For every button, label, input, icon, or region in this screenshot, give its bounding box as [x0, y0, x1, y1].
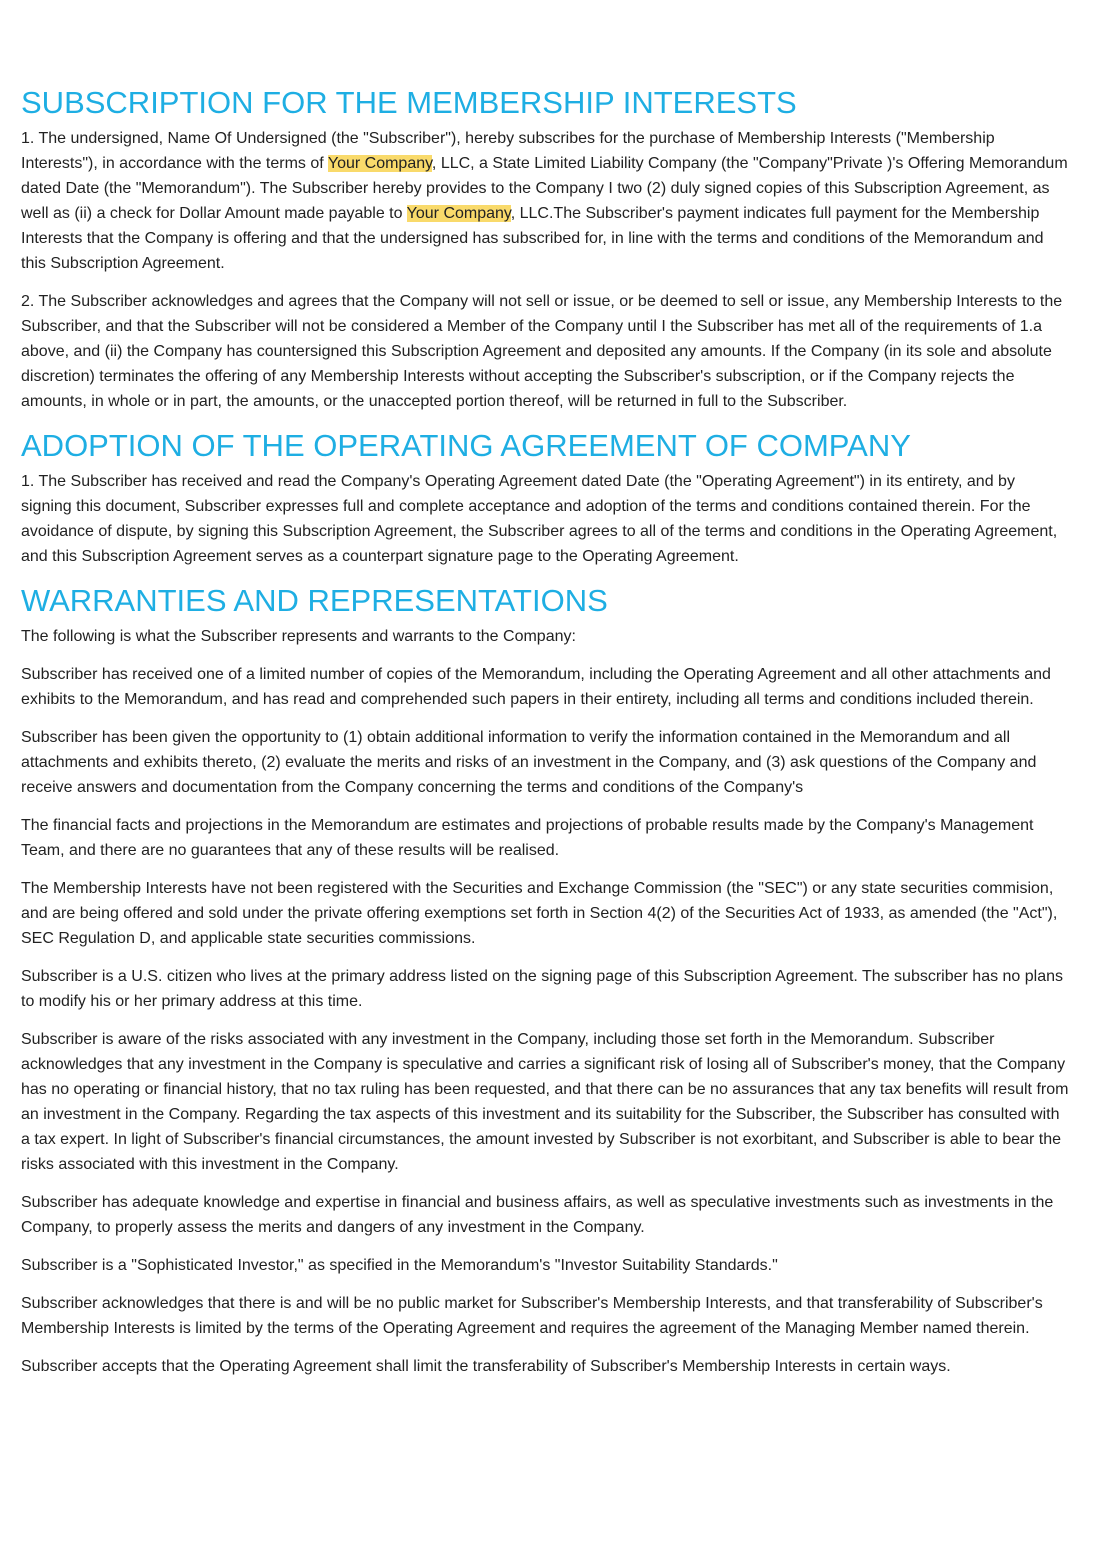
paragraph-text: , LLC, a State Limited Liability Company (the "Company"Private )'s Offering Memorandum dated Date (the "Memorandum"). The Subscriber hereby provides to the Company I two (2) duly signed copies of this Subscription Agreement, as well as (ii) a check for Dollar Amount made payable to: [21, 155, 1068, 222]
paragraph: Subscriber has received one of a limited number of copies of the Memorandum, including the Operating Agreement and all other attachments and exhibits to the Memorandum, and has read and comprehended such papers in their entirety, including all terms and conditions included therein.: [21, 666, 1051, 708]
paragraph: The Membership Interests have not been registered with the Securities and Exchange Commission (the "SEC") or any state securities commision, and are being offered and sold under the private offering exemptions set forth in Section 4(2) of the Securities Act of 1933, as amended (the "Act"), SEC Regulation D, and applicable state securities commissions.: [21, 880, 1058, 947]
section-title: SUBSCRIPTION FOR THE MEMBERSHIP INTERESTS: [21, 85, 797, 120]
paragraph: The financial facts and projections in the Memorandum are estimates and projections of probable results made by the Company's Management Team, and there are no guarantees that any of these results will be realised.: [21, 817, 1034, 859]
section-subscription: [21, 84, 1070, 414]
paragraph: Subscriber has been given the opportunity to (1) obtain additional information to verify the information contained in the Memorandum and all attachments and exhibits thereto, (2) evaluate the merits and risks of an investment in the Company, and (3) ask questions of the Company and receive answers and documentation from the Company concerning the terms and conditions of the Company's: [21, 729, 1037, 796]
paragraph: 1. The Subscriber has received and read the Company's Operating Agreement dated Date (the "Operating Agreement") in its entirety, and by signing this document, Subscriber expresses full and complete acceptance and adoption of the terms and conditions contained therein. For the avoidance of dispute, by signing this Subscription Agreement, the Subscriber agrees to all of the terms and conditions in the Operating Agreement, and this Subscription Agreement serves as a counterpart signature page to the Operating Agreement.: [21, 473, 1058, 565]
section-title: ADOPTION OF THE OPERATING AGREEMENT OF COMPANY: [21, 428, 911, 463]
paragraph: [21, 126, 1070, 276]
paragraph: The following is what the Subscriber represents and warrants to the Company:: [21, 628, 576, 645]
paragraph-text: , LLC.The Subscriber's payment indicates full payment for the Membership Interests that the Company is offering and that the undersigned has subscribed for, in line with the terms and conditions of the Memorandum and this Subscription Agreement.: [21, 205, 1044, 272]
section-adoption: [21, 427, 1070, 569]
highlighted-company-name: Your Company: [327, 155, 432, 172]
paragraph-text: 1. The undersigned, Name Of Undersigned (the "Subscriber"), hereby subscribes for the purchase of Membership Interests ("Membership Interests"), in accordance with the terms of: [21, 130, 995, 172]
paragraph: Subscriber is a "Sophisticated Investor," as specified in the Memorandum's "Investor Suitability Standards.": [21, 1257, 778, 1274]
paragraph: Subscriber acknowledges that there is and will be no public market for Subscriber's Membership Interests, and that transferability of Subscriber's Membership Interests is limited by the terms of the Operating Agreement and requires the agreement of the Managing Member named therein.: [21, 1295, 1043, 1337]
paragraph: 2. The Subscriber acknowledges and agrees that the Company will not sell or issue, or be deemed to sell or issue, any Membership Interests to the Subscriber, and that the Subscriber will not be considered a Member of the Company until I the Subscriber has met all of the requirements of 1.a above, and (ii) the Company has countersigned this Subscription Agreement and deposited any amounts. If the Company (in its sole and absolute discretion) terminates the offering of any Membership Interests without accepting the Subscriber's subscription, or if the Company rejects the amounts, in whole or in part, the amounts, or the unaccepted portion thereof, will be returned in full to the Subscriber.: [21, 293, 1063, 410]
paragraph: Subscriber has adequate knowledge and expertise in financial and business affairs, as well as speculative investments such as investments in the Company, to properly assess the merits and dangers of any investment in the Company.: [21, 1194, 1054, 1236]
highlighted-company-name: Your Company: [406, 205, 511, 222]
paragraph: Subscriber is aware of the risks associated with any investment in the Company, including those set forth in the Memorandum. Subscriber acknowledges that any investment in the Company is speculative and carries a significant risk of losing all of Subscriber's money, that the Company has no operating or financial history, that no tax ruling has been requested, and that there can be no assurances that any tax benefits will result from an investment in the Company. Regarding the tax aspects of this investment and its suitability for the Subscriber, the Subscriber has consulted with a tax expert. In light of Subscriber's financial circumstances, the amount invested by Subscriber is not exorbitant, and Subscriber is able to bear the risks associated with this investment in the Company.: [21, 1031, 1069, 1173]
section-warranties: [21, 582, 1070, 1379]
paragraph: Subscriber is a U.S. citizen who lives at the primary address listed on the signing page of this Subscription Agreement. The subscriber has no plans to modify his or her primary address at this time.: [21, 968, 1064, 1010]
paragraph: Subscriber accepts that the Operating Agreement shall limit the transferability of Subscriber's Membership Interests in certain ways.: [21, 1358, 951, 1375]
section-title: WARRANTIES AND REPRESENTATIONS: [21, 583, 608, 618]
